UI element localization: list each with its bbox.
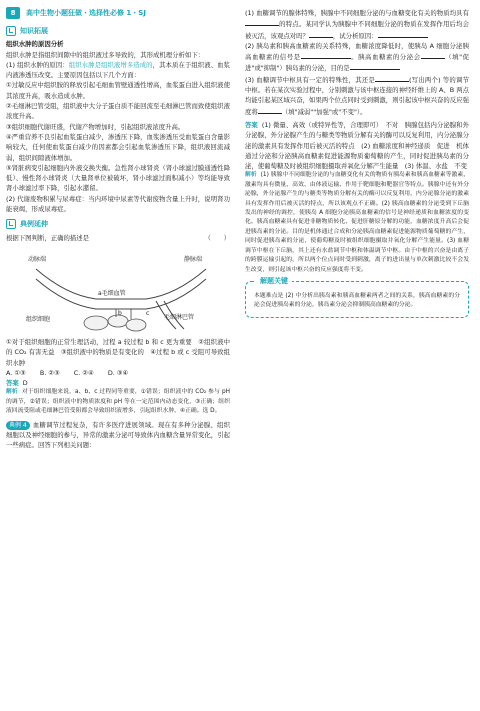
text: 。胰高血糖素的分泌会 bbox=[350, 53, 421, 62]
subheading: 组织水肿的原因分析 bbox=[6, 40, 64, 49]
answer-blank bbox=[301, 51, 351, 59]
text: ，试分析原因： bbox=[332, 31, 378, 40]
options bbox=[6, 368, 230, 378]
question-stem bbox=[6, 233, 230, 243]
explanation-text: 对于组织细胞来说，a、b、c 过程同等重要，①错误；组织液中的 CO₂ 参与 pH 的调节，②错误；组织液中的物质浓度和 pH 等在一定范围内动态变化，③正确；组织液回流受阻或毛细淋巴管受阻都会导致组织液增多，引起组织水肿，④正确。选 D。 bbox=[6, 389, 230, 415]
answer-blank bbox=[245, 18, 279, 26]
label-lymph: 毛细淋巴管 bbox=[164, 313, 195, 321]
answer-blank bbox=[258, 106, 282, 114]
label-tissue: 组织细胞 bbox=[26, 315, 51, 323]
example-tag: 典例 4 bbox=[6, 421, 30, 430]
question-body: ①对于组织细胞的正常生理活动，过程 a 较过程 b 和 c 更为重要 ②组织液中的 CO₂ 有害无益 ③组织液中的物质是有变化的 ④过程 b 或 c 受阻可导致组织水肿 bbox=[6, 337, 230, 367]
sub-question bbox=[245, 8, 469, 41]
explanation-label: 解析 bbox=[245, 172, 257, 179]
answer-blank bbox=[375, 74, 409, 82]
key-tip-box bbox=[245, 276, 469, 318]
left-column bbox=[6, 24, 230, 451]
text: (1) 组织水肿的原因： bbox=[6, 60, 69, 69]
label-c: c bbox=[146, 309, 150, 317]
option-c: C. ②④ bbox=[73, 368, 94, 377]
text: (2) 胰岛素和胰高血糖素的关系特殊，血糖浓度降低时，使胰岛 A 细胞分泌胰高血糖素的信号是 bbox=[245, 41, 469, 62]
capillary-diagram-svg bbox=[6, 245, 230, 333]
list-item: ②毛细淋巴管受阻，组织液中大分子蛋白质不能回流至毛细淋巴管而致使组织液浓度升高。 bbox=[6, 102, 230, 121]
answer-blank bbox=[421, 51, 445, 59]
explanation-text: (1) 胰腺中不同细胞分泌的与血糖变化有关的物质有胰岛素和胰高血糖素等激素，激素均具有微量、高效、由体液运输、作用于靶细胞和靶器官等特点。胰腺中还有外分泌腺，外分泌腺产生的与糖类等物质分解有关的酶可以反复利用，内分泌腺分泌的激素具有发挥作用后被灭活的特点，所以该观点不正确。(2) 胰高血糖素的分泌受到下丘脑发出的神经的调控，使胰岛 A 细胞分泌胰高血糖素的信号是神经递质和血糖浓度的变化。胰高血糖素具有促进非糖物质转化、促进肝糖原分解的功能，血糖浓度升高后会促进胰岛素的分泌。目的是机体通过合成和分泌胰高血糖素促进能源物质葡萄糖的产生，同时促进胰岛素的分泌，使葡萄糖及时被组织细胞摄取并氧化分解产生能量。(3) 血糖调节中枢在下丘脑，其上还有水盐调节中枢和体温调节中枢。由于中枢的兴奋是由离子的跨膜运输引起的，所以两个位点同时受到刺激，离子的进出量与单次刺激比较不会发生改变，则引起该中枢兴奋的反应强度将不变。 bbox=[245, 172, 469, 273]
list-item: ①过敏反应中组织胺的释放引起毛细血管壁通透性增高，血浆蛋白进入组织液使其浓度升高，吸水造成水肿。 bbox=[6, 81, 230, 100]
right-column bbox=[245, 8, 469, 318]
answer-label: 答案 bbox=[245, 120, 258, 129]
explanation bbox=[245, 171, 469, 274]
list-item: ⑤肾脏病变引起细胞内外液交换失衡。急性肾小球肾炎（肾小球滤过膜通透性降低）、慢性肾小球肾炎（大量肾单位被破坏，肾小球滤过面积减小）等均能导致肾小球滤过率下降，引起水潴留。 bbox=[6, 163, 230, 193]
sub-question bbox=[245, 41, 469, 74]
answer-block bbox=[245, 120, 469, 171]
section-example bbox=[6, 219, 230, 229]
capillary-diagram bbox=[6, 245, 230, 333]
pencil-icon bbox=[6, 219, 16, 229]
text: 根据下图判断，正确的描述是 bbox=[6, 233, 90, 242]
text: (1) 血糖调节的腺体特殊，胰腺中不同细胞分泌的与血糖变化有关的物质均具有 bbox=[245, 9, 469, 17]
label-vein: 静脉端 bbox=[184, 255, 203, 263]
label-artery: 动脉端 bbox=[28, 255, 47, 263]
page-header bbox=[6, 6, 238, 20]
text: 的特点。某同学认为胰腺中不同细胞分泌的物质在发挥作用后均会被灭活，该观点对吗？ bbox=[245, 20, 469, 40]
answer-blank bbox=[309, 30, 333, 38]
key-tip-text: 本题难点是 (2) 中分析出胰岛素和胰高血糖素两者之间的关系，胰高血糖素的分泌会促进胰岛素的分泌，胰岛素分泌会抑制胰高血糖素的分泌。 bbox=[254, 292, 460, 309]
list-item: ③组织细胞代谢旺盛，代谢产物增加时，引起组织液浓度升高。 bbox=[6, 122, 185, 131]
section-knowledge bbox=[6, 26, 230, 36]
answer-value: D bbox=[22, 379, 28, 388]
answer-label: 答案 bbox=[6, 379, 19, 388]
paragraph: 组织水肿是指组织间隙中的组织液过多导致的，其形成机理分析如下： bbox=[6, 50, 205, 59]
option-b: B. ②③ bbox=[39, 368, 60, 377]
text: （填"减弱""加强"或"不变"）。 bbox=[281, 107, 367, 116]
highlight-text: 组织水肿是组织液增多造成的 bbox=[68, 60, 153, 69]
pencil-icon bbox=[6, 26, 16, 36]
book-title: 高中生物小题狂做・选择性必修 1・SJ bbox=[26, 8, 146, 17]
paragraph: (2) 代谢废物积累与尿毒症：当内环境中尿素等代谢废物含量上升时，说明肾功能衰竭，形成尿毒症。 bbox=[6, 194, 230, 214]
sub-question bbox=[245, 74, 469, 117]
text: (3) 血糖调节中枢具有一定的特殊性，其还是 bbox=[245, 75, 375, 84]
option-a: A. ①③ bbox=[6, 368, 26, 377]
answer-text: (1) 微量、高效（或特异性等，合理即可） 不对 胰腺包括内分泌腺和外分泌腺，外分泌腺产生的与糖类等物质分解有关的酶可以反复利用，内分泌腺分泌的激素具有发挥作用后被灭活的特点 (2) 血糖浓度和神经递质 促进 机体通过分泌和分泌胰高血糖素促进能源物质葡萄糖的产生，同时促进胰岛素的分泌，使葡萄糖及时被组织细胞摄取并氧化分解产生能量 (3) 体温、水盐 不变 bbox=[245, 120, 469, 171]
text: 血糖调节过程复杂，有许多医疗进展领域。现在有多种分泌腺、组织细胞以及神经细胞的参与，异常的激素分泌可导致体内血糖含量异常变化，引起一些病症。回答下列相关问题： bbox=[6, 420, 230, 450]
paragraph bbox=[6, 60, 230, 81]
list-item: ④严重营养不良引起血浆蛋白减少，渗透压下降，血浆渗透压受血浆蛋白含量影响较大，任何使血浆蛋白减少的因素都会引起血浆渗透压下降，组织液回流减弱，组织间隙液体增加。 bbox=[6, 132, 230, 162]
section-title: 典例延伸 bbox=[20, 220, 48, 229]
section-title: 知识拓展 bbox=[20, 27, 48, 35]
label-capillary: a毛细血管 bbox=[98, 289, 126, 297]
answer-blank bbox=[378, 30, 428, 38]
answer-blank bbox=[350, 62, 400, 70]
answer-paren: （ ） bbox=[204, 233, 230, 242]
explanation bbox=[6, 388, 230, 416]
option-d: D. ③④ bbox=[107, 368, 129, 377]
text: (写出两个) 等的调节中枢。若在某次实验过程中，分别刺激与该中枢连接的神经纤维上的 A、B 两点均能引起某区域兴奋，如果两个位点同时受到刺激，则引起该中枢兴奋的反应强度将 bbox=[245, 75, 469, 116]
question-stem bbox=[6, 420, 230, 451]
explanation-label: 解析 bbox=[6, 389, 18, 396]
text: （填"促进"或"抑制"）胰岛素的分泌，目的是 bbox=[245, 53, 470, 73]
page-number: 8 bbox=[6, 7, 20, 19]
tissue-cell bbox=[126, 319, 146, 331]
label-b: b bbox=[118, 309, 122, 317]
text: ，其本质在于组织液、血浆内液渗透压改变。主要原因包括以下几个方面： bbox=[6, 60, 230, 80]
tissue-cell bbox=[84, 316, 108, 330]
key-tip-label: 解题关键 bbox=[256, 275, 292, 287]
answer-line bbox=[6, 378, 230, 388]
